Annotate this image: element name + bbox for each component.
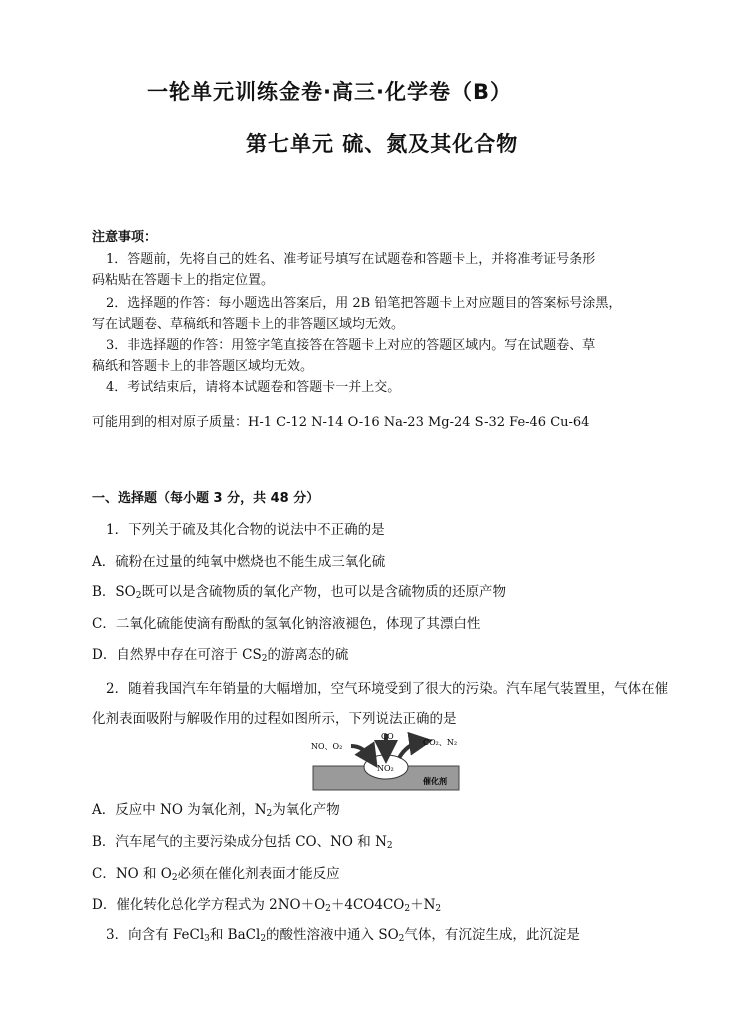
- q1-option-d: D．自然界中存在可溶于 $CS_2$的游离态的硫: [92, 647, 349, 664]
- notes-line-4: 写在试题卷、草稿纸和答题卡上的非答题区域均无效。: [92, 317, 405, 332]
- catalyst-diagram: [311, 730, 461, 792]
- arrow-out-right: [399, 742, 421, 758]
- section-heading: 一、选择题（每小题 3 分，共 48 分）: [92, 491, 320, 506]
- notes-line-7: 4．考试结束后，请将本试题卷和答题卡一并上交。: [106, 380, 401, 395]
- notes-line-2: 码粘贴在答题卡上的指定位置。: [92, 273, 275, 288]
- atomic-masses: 可能用到的相对原子质量：H-1 C-12 N-14 O-16 Na-23 Mg-24 S-32 Fe-46 Cu-64: [92, 415, 590, 430]
- q2-option-a: A．反应中 NO 为氧化剂，$N_2$为氧化产物: [92, 802, 340, 819]
- diagram-label-catalyst: 催化剂: [423, 777, 447, 786]
- page-subtitle: 第七单元 硫、氮及其化合物: [246, 132, 519, 156]
- q1-stem: 1．下列关于硫及其化合物的说法中不正确的是: [106, 522, 385, 538]
- page-title: 一轮单元训练金卷·高三·化学卷（B）: [147, 80, 512, 104]
- q1-option-c: C．二氧化硫能使滴有酚酞的氢氧化钠溶液褪色，体现了其漂白性: [92, 616, 481, 632]
- diagram-label-right: CO₂、N₂: [423, 738, 458, 747]
- diagram-label-center: NO₂: [377, 764, 394, 773]
- q2-option-b: B．汽车尾气的主要污染成分包括 CO、NO 和 $N_2$: [92, 834, 393, 851]
- notes-line-6: 稿纸和答题卡上的非答题区域均无效。: [92, 359, 314, 374]
- catalyst-diagram-svg: [311, 730, 461, 792]
- q2-option-d: D．催化转化总化学方程式为 $2NO+O_2+4CO4CO_2+N_2$: [92, 897, 442, 914]
- q2-option-c: C．NO 和 $O_2$必须在催化剂表面才能反应: [92, 866, 340, 883]
- q3-stem: 3．向含有 FeCl$_3$和 BaCl$_2$的酸性溶液中通入 $SO_2$气体，有沉淀生成，此沉淀是: [106, 927, 580, 944]
- diagram-label-top: CO: [381, 732, 394, 741]
- notes-line-1: 1．答题前，先将自己的姓名、准考证号填写在试题卷和答题卡上，并将准考证号条形: [106, 252, 596, 267]
- q1-option-a: A．硫粉在过量的纯氧中燃烧也不能生成三氧化硫: [92, 554, 386, 570]
- diagram-label-left: NO、O₂: [311, 742, 343, 751]
- notes-line-5: 3．非选择题的作答：用签字笔直接答在答题卡上对应的答题区域内。写在试题卷、草: [106, 338, 596, 353]
- notes-line-3: 2．选择题的作答：每小题选出答案后，用 2B 铅笔把答题卡上对应题目的答案标号涂黑，: [106, 296, 622, 311]
- arrow-in-left: [351, 746, 371, 758]
- q2-stem-line-1: 2．随着我国汽车年销量的大幅增加，空气环境受到了很大的污染。汽车尾气装置里，气体在催: [106, 681, 669, 697]
- q1-option-b: B．$SO_2$既可以是含硫物质的氧化产物，也可以是含硫物质的还原产物: [92, 584, 506, 601]
- notes-heading: 注意事项：: [92, 230, 158, 245]
- q2-stem-line-2: 化剂表面吸附与解吸作用的过程如图所示，下列说法正确的是: [92, 711, 457, 727]
